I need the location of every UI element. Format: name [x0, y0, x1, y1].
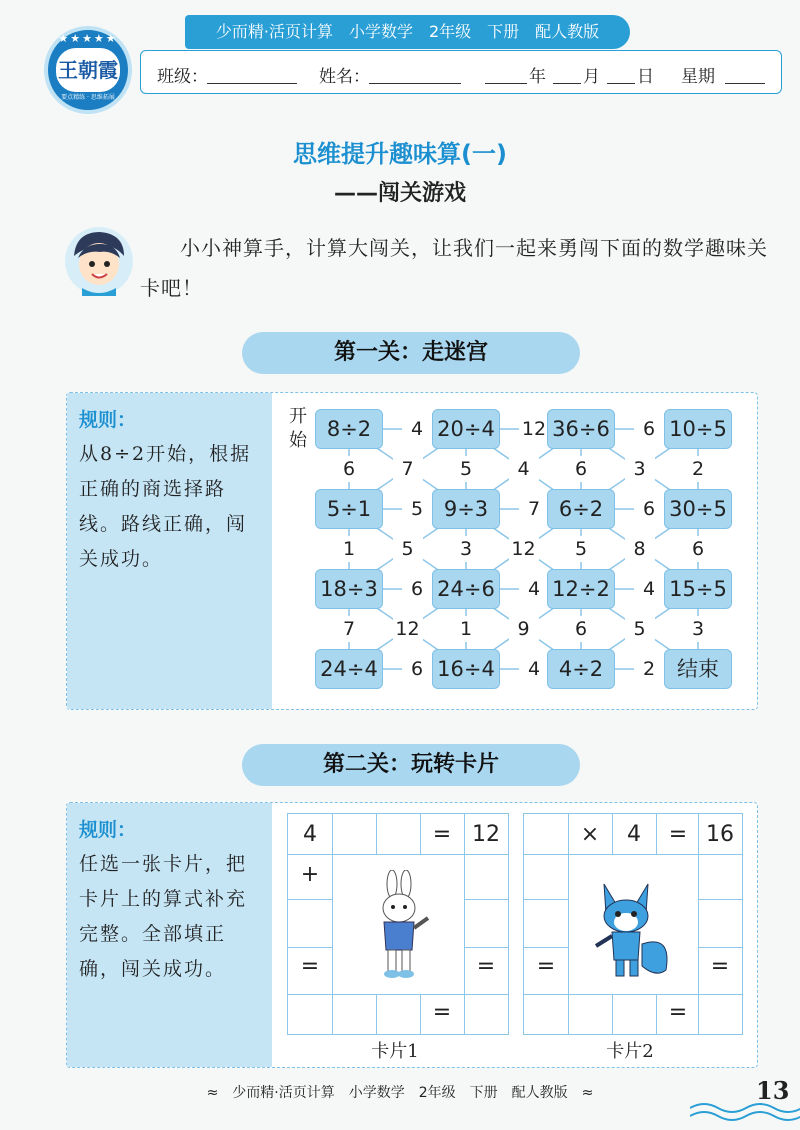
logo-text: 王朝霞: [56, 48, 120, 92]
month-field[interactable]: [553, 83, 581, 84]
logo-subtitle: 要点精练 · 思维拓展: [61, 94, 115, 101]
card2-top-four: 4: [627, 822, 641, 847]
maze-connector-number: 6: [402, 656, 432, 682]
maze-expression-cell: 16÷4: [432, 649, 500, 689]
cards-section: [66, 802, 758, 1068]
card1-caption: 卡片1: [371, 1041, 419, 1062]
maze-expression-cell: 36÷6: [547, 409, 615, 449]
maze-connector-number: 1: [451, 616, 481, 642]
card2-grid-line: [524, 994, 742, 995]
maze-expression-cell: 24÷6: [432, 569, 500, 609]
page-subtitle: ——闯关游戏: [333, 181, 466, 206]
maze-connector-number: 2: [634, 656, 664, 682]
intro-text: 小小神算手，计算大闯关，让我们一起来勇闯下面的数学趣味关卡吧！: [140, 236, 768, 300]
card1-grid-line: [288, 994, 508, 995]
card2-grid-line: [698, 947, 742, 948]
card1-grid-line: [376, 814, 377, 854]
maze-connector-number: 12: [393, 616, 423, 642]
maze-connector-number: 3: [451, 536, 481, 562]
maze-expression-cell: 5÷1: [315, 489, 383, 529]
level2-banner: 第二关：玩转卡片: [242, 744, 580, 786]
maze-connector-number: 6: [566, 456, 596, 482]
name-field[interactable]: [369, 83, 461, 84]
maze-connector-number: 3: [625, 456, 655, 482]
maze-expression-cell: 12÷2: [547, 569, 615, 609]
card1-grid-line: [288, 899, 332, 900]
maze-rules-text: 从8÷2开始，根据正确的商选择路线。路线正确，闯关成功。: [79, 443, 252, 570]
card2-grid-line: [524, 899, 568, 900]
card2-grid-line: [698, 814, 699, 854]
card2-right-equals: =: [710, 954, 730, 979]
publisher-logo: [44, 26, 132, 114]
maze-expression-cell: 15÷5: [664, 569, 732, 609]
card2-grid-line: [656, 814, 657, 854]
maze-connector-number: 6: [683, 536, 713, 562]
card1-grid-line: [464, 854, 465, 1034]
card2-grid-line: [612, 994, 613, 1034]
card1-grid-line: [332, 854, 333, 1034]
card1-grid-line: [376, 994, 377, 1034]
card-1: [287, 813, 509, 1035]
maze-expression-cell: 10÷5: [664, 409, 732, 449]
card2-grid-line: [698, 854, 699, 1034]
card1-top-equals: =: [432, 822, 452, 847]
maze-expression-cell: 9÷3: [432, 489, 500, 529]
maze-end-cell: 结束: [664, 649, 732, 689]
card2-left-equals: =: [536, 954, 556, 979]
weekday-label: 星期: [681, 67, 715, 87]
page-number: 13: [756, 1076, 790, 1105]
card2-times-sign: ×: [580, 822, 600, 847]
footer-series: ≈ 少而精·活页计算 小学数学 2年级 下册 配人教版 ≈: [206, 1085, 594, 1101]
name-label: 姓名：: [319, 67, 370, 87]
card1-grid-line: [464, 947, 508, 948]
logo-stars: ★★★★★: [58, 32, 118, 45]
card1-top-left-value: 4: [303, 822, 317, 847]
card1-grid-line: [288, 947, 332, 948]
card1-grid-line: [420, 814, 421, 854]
card1-grid-line: [288, 854, 508, 855]
card1-grid-line: [332, 814, 333, 854]
card2-top-right-value: 16: [706, 822, 734, 847]
weekday-field[interactable]: [725, 83, 765, 84]
card2-grid-line: [698, 899, 742, 900]
card2-bottom-equals: =: [668, 1000, 688, 1025]
rabbit-icon: [366, 870, 436, 982]
maze-expression-cell: 20÷4: [432, 409, 500, 449]
student-info-box: [140, 50, 782, 94]
card1-right-equals: =: [476, 954, 496, 979]
card-2: [523, 813, 743, 1035]
maze-expression-cell: 30÷5: [664, 489, 732, 529]
maze-connector-number: 6: [402, 576, 432, 602]
maze-expression-cell: 24÷4: [315, 649, 383, 689]
maze-connector-number: 4: [519, 656, 549, 682]
maze-connector-number: 7: [334, 616, 364, 642]
card2-grid-line: [568, 854, 569, 1034]
maze-start-label: 开始: [289, 406, 307, 451]
maze-connector-number: 6: [566, 616, 596, 642]
card2-top-equals: =: [668, 822, 688, 847]
maze-connector-number: 5: [402, 496, 432, 522]
maze-rules-heading: 规则：: [79, 409, 137, 431]
card2-grid-line: [656, 994, 657, 1034]
month-label: 月: [583, 67, 600, 87]
maze-connector-number: 12: [509, 536, 539, 562]
year-field[interactable]: [485, 83, 527, 84]
fox-icon: [586, 874, 676, 982]
level1-banner: 第一关：走迷宫: [242, 332, 580, 374]
cards-rules-heading: 规则：: [79, 819, 137, 841]
maze-connector-number: 2: [683, 456, 713, 482]
maze-connector-number: 5: [566, 536, 596, 562]
maze-connector-number: 7: [393, 456, 423, 482]
class-field[interactable]: [207, 83, 297, 84]
maze-connector-number: 4: [519, 576, 549, 602]
card2-caption: 卡片2: [606, 1041, 654, 1062]
card2-grid-line: [524, 947, 568, 948]
maze-connector-number: 6: [634, 416, 664, 442]
maze-connector-number: 5: [625, 616, 655, 642]
maze-connector-number: 4: [634, 576, 664, 602]
day-field[interactable]: [607, 83, 635, 84]
maze-connector-number: 6: [334, 456, 364, 482]
maze-expression-cell: 18÷3: [315, 569, 383, 609]
maze-section: [66, 392, 758, 710]
cards-rules-text: 任选一张卡片，把卡片上的算式补充完整。全部填正确，闯关成功。: [79, 853, 248, 980]
maze-connector-number: 6: [634, 496, 664, 522]
maze-connector-number: 8: [625, 536, 655, 562]
day-label: 日: [637, 67, 654, 87]
page-title: 思维提升趣味算(一): [293, 140, 507, 168]
card1-plus-sign: +: [300, 862, 320, 887]
card1-top-right-value: 12: [472, 822, 500, 847]
card2-grid-line: [524, 854, 742, 855]
maze-expression-cell: 6÷2: [547, 489, 615, 529]
class-label: 班级：: [157, 67, 208, 87]
cards-rules-panel: [67, 803, 272, 1067]
maze-connector-number: 9: [509, 616, 539, 642]
maze-connector-number: 5: [451, 456, 481, 482]
series-banner: 少而精·活页计算 小学数学 2年级 下册 配人教版: [185, 15, 630, 49]
card2-grid-line: [612, 814, 613, 854]
card1-left-equals: =: [300, 954, 320, 979]
maze-connector-number: 1: [334, 536, 364, 562]
maze-expression-cell: 4÷2: [547, 649, 615, 689]
card1-grid-line: [420, 994, 421, 1034]
maze-connector-number: 3: [683, 616, 713, 642]
maze-connector-number: 12: [519, 416, 549, 442]
maze-connector-number: 5: [393, 536, 423, 562]
maze-expression-cell: 8÷2: [315, 409, 383, 449]
maze-connector-number: 4: [509, 456, 539, 482]
maze-connector-number: 4: [402, 416, 432, 442]
card1-grid-line: [464, 899, 508, 900]
year-label: 年: [529, 67, 546, 87]
maze-connector-number: 7: [519, 496, 549, 522]
card1-grid-line: [464, 814, 465, 854]
boy-avatar-icon: [64, 226, 134, 296]
card2-grid-line: [568, 814, 569, 854]
card1-bottom-equals: =: [432, 1000, 452, 1025]
